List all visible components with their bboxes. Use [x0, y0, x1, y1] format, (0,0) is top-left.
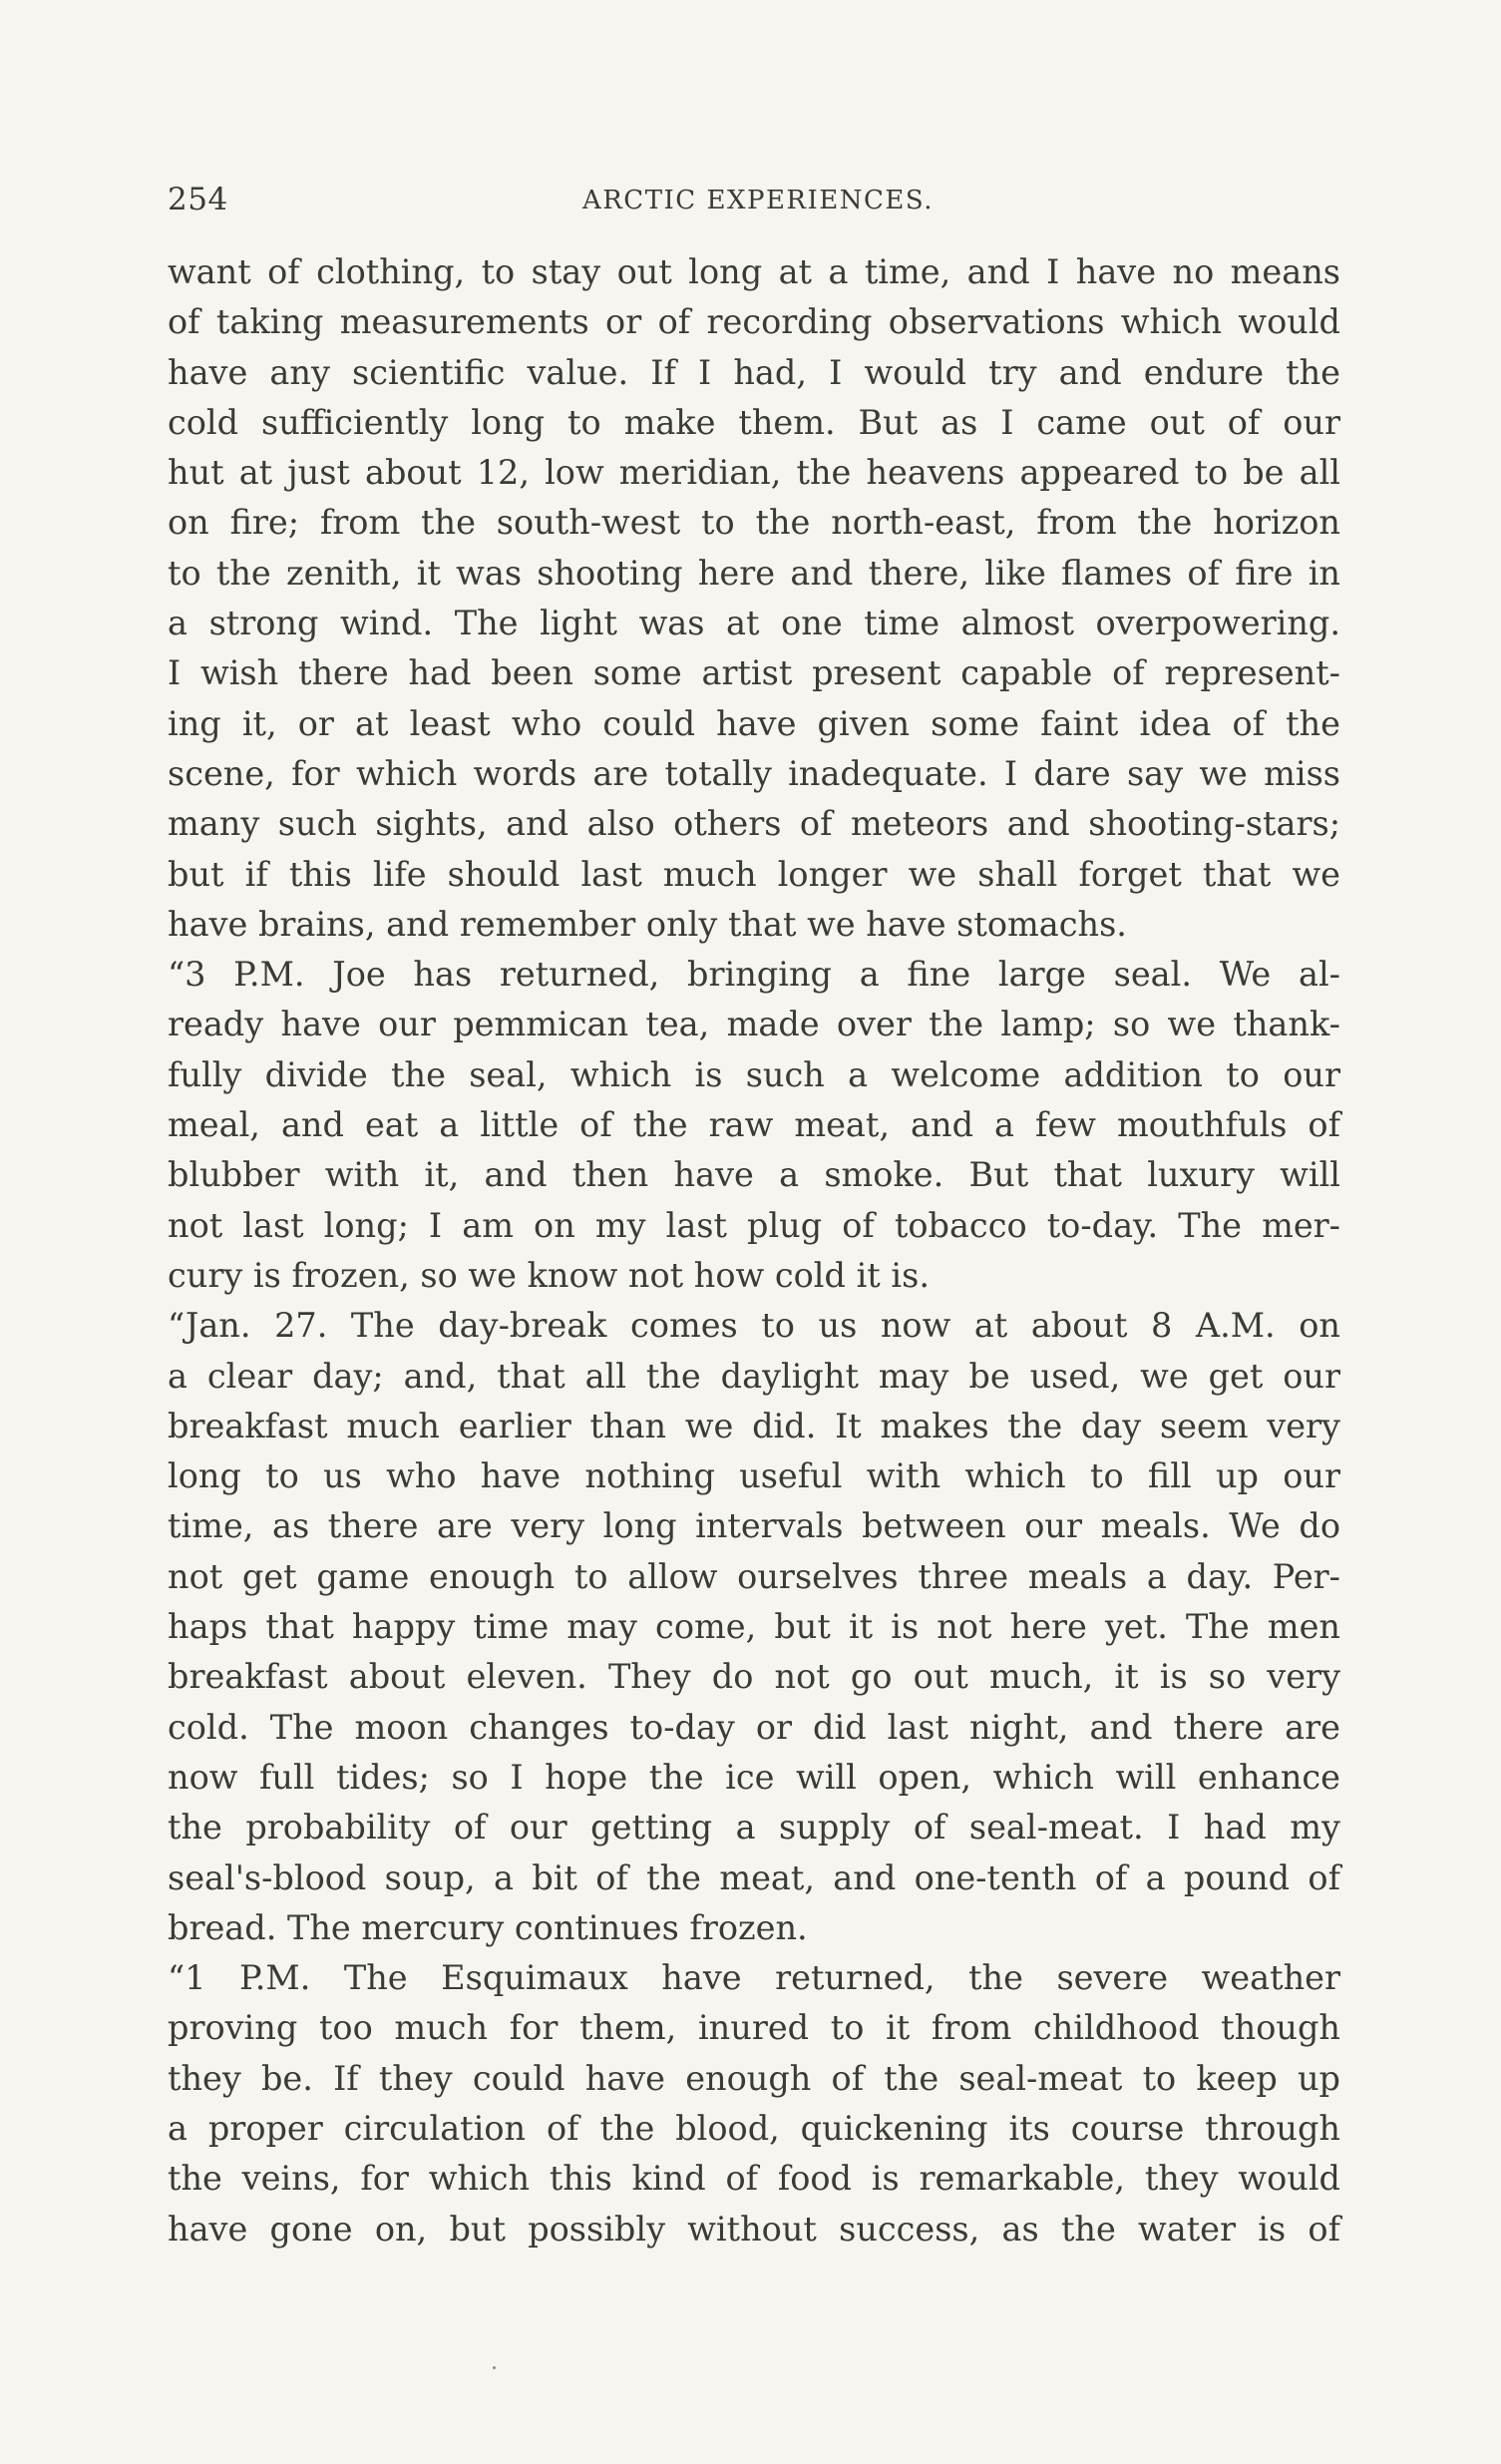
page-header — [168, 182, 1348, 221]
text-line: have gone on, but possibly without success, as the water is of — [168, 2209, 1340, 2249]
text-line: the probability of our getting a supply of seal-meat. I had my — [168, 1808, 1340, 1848]
text-line: want of clothing, to stay out long at a time, and I have no means — [168, 252, 1340, 291]
text-line: “1 P.M. The Esquimaux have returned, the severe weather — [168, 1958, 1340, 1998]
text-line: not get game enough to allow ourselves three meals a day. Per- — [168, 1556, 1340, 1596]
text-line: now full tides; so I hope the ice will open, which will enhance — [168, 1757, 1340, 1797]
text-line: they be. If they could have enough of the seal-meat to keep up — [168, 2058, 1340, 2098]
text-line: of taking measurements or of recording observations which would — [168, 302, 1340, 342]
text-line: fully divide the seal, which is such a welcome addition to our — [168, 1054, 1340, 1094]
text-line: proving too much for them, inured to it from childhood though — [168, 2008, 1340, 2048]
text-line: “Jan. 27. The day-break comes to us now at about 8 A.M. on — [168, 1306, 1340, 1346]
running-head: ARCTIC EXPERIENCES. — [581, 186, 935, 215]
text-line: seal's-blood soup, a bit of the meat, and one-tenth of a pound of — [168, 1857, 1340, 1897]
text-line: the veins, for which this kind of food is remarkable, they would — [168, 2159, 1340, 2199]
text-line: but if this life should last much longer we shall forget that we — [168, 854, 1340, 894]
text-line: haps that happy time may come, but it is not here yet. The men — [168, 1607, 1340, 1647]
text-line: long to us who have nothing useful with which to fill up our — [168, 1456, 1340, 1496]
text-line: “3 P.M. Joe has returned, bringing a fine large seal. We al- — [168, 955, 1340, 995]
text-line: I wish there had been some artist present capable of represent- — [168, 653, 1340, 693]
text-line: breakfast much earlier than we did. It makes the day seem very — [168, 1406, 1340, 1445]
page-number: 254 — [168, 182, 228, 217]
text-line: hut at just about 12, low meridian, the heavens appeared to be all — [168, 453, 1340, 493]
text-line: ready have our pemmican tea, made over the lamp; so we thank- — [168, 1005, 1340, 1044]
paper-speck — [493, 2366, 496, 2369]
text-line: have any scientific value. If I had, I would try and endure the — [168, 352, 1340, 392]
text-line: scene, for which words are totally inadequate. I dare say we miss — [168, 753, 1340, 793]
text-line: on fire; from the south-west to the north-east, from the horizon — [168, 503, 1340, 543]
text-line: blubber with it, and then have a smoke. But that luxury will — [168, 1155, 1340, 1195]
text-line: ing it, or at least who could have given some faint idea of the — [168, 703, 1340, 743]
text-line: bread. The mercury continues frozen. — [168, 1907, 808, 1947]
text-line: many such sights, and also others of meteors and shooting-stars; — [168, 804, 1340, 844]
text-line: cold. The moon changes to-day or did last night, and there are — [168, 1707, 1340, 1747]
text-line: a strong wind. The light was at one time almost overpowering. — [168, 604, 1340, 643]
text-line: have brains, and remember only that we have stomachs. — [168, 904, 1127, 944]
text-line: a clear day; and, that all the daylight may be used, we get our — [168, 1356, 1340, 1396]
text-line: breakfast about eleven. They do not go out much, it is so very — [168, 1657, 1340, 1697]
text-line: time, as there are very long intervals between our meals. We do — [168, 1506, 1340, 1546]
text-line: cury is frozen, so we know not how cold it is. — [168, 1255, 930, 1295]
text-line: not last long; I am on my last plug of tobacco to-day. The mer- — [168, 1205, 1340, 1245]
text-line: cold sufficiently long to make them. But as I came out of our — [168, 402, 1340, 442]
body-text — [168, 247, 1340, 2255]
text-line: a proper circulation of the blood, quickening its course through — [168, 2108, 1340, 2148]
text-line: to the zenith, it was shooting here and there, like flames of fire in — [168, 553, 1340, 593]
text-line: meal, and eat a little of the raw meat, and a few mouthfuls of — [168, 1105, 1340, 1145]
